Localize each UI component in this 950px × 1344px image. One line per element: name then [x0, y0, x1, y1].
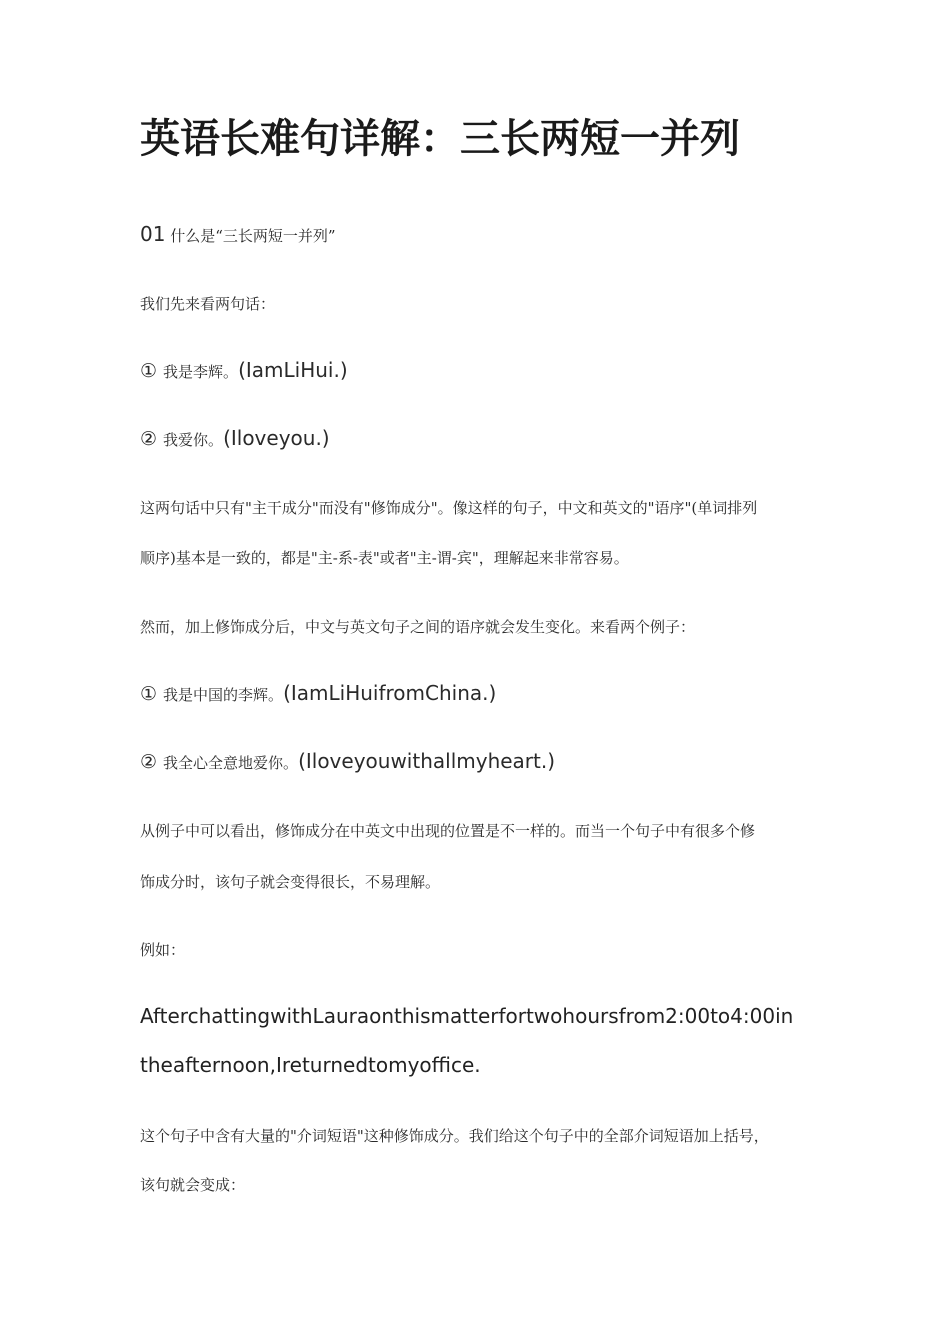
bracket-line-2: 该句就会变成： — [140, 1176, 246, 1194]
example-chinese: 我爱你。 — [163, 431, 224, 449]
observe-line-1: 从例子中可以看出，修饰成分在中英文中出现的位置是不一样的。而当一个句子中有很多个修 — [140, 822, 756, 840]
example-chinese: 我是中国的李辉。 — [163, 686, 284, 704]
example-marker: ② — [140, 751, 158, 773]
section-number: 01 — [140, 222, 166, 246]
example-english: (IamLiHuifromChina.) — [283, 681, 497, 705]
modified-example-1 — [140, 683, 830, 705]
long-sentence-line-1: AfterchattingwithLauraonthismatterfortwohoursfrom2:00to4:00in — [140, 1004, 794, 1028]
simple-example-1 — [140, 360, 830, 382]
example-english: (IamLiHui.) — [238, 358, 348, 382]
observe-line-2: 饰成分时，该句子就会变得很长，不易理解。 — [140, 873, 441, 891]
example-marker: ① — [140, 683, 158, 705]
for-example-label: 例如： — [140, 941, 186, 959]
section-heading — [140, 224, 830, 246]
bracket-line-1: 这个句子中含有大量的"介词短语"这种修饰成分。我们给这个句子中的全部介词短语加上括号， — [140, 1127, 769, 1145]
page-title: 英语长难句详解：三长两短一并列 — [140, 116, 740, 162]
section-heading-text: 什么是“三长两短一并列” — [170, 227, 336, 245]
explain-line-2: 顺序)基本是一致的，都是"主-系-表"或者"主-谓-宾"，理解起来非常容易。 — [140, 549, 629, 567]
modified-example-2 — [140, 751, 830, 773]
explain-line-1: 这两句话中只有"主干成分"而没有"修饰成分"。像这样的句子，中文和英文的"语序"(单词排列 — [140, 499, 758, 517]
example-marker: ② — [140, 428, 158, 450]
simple-example-2 — [140, 428, 830, 450]
however-paragraph: 然而，加上修饰成分后，中文与英文句子之间的语序就会发生变化。来看两个例子： — [140, 618, 696, 636]
example-english: (Iloveyou.) — [223, 426, 330, 450]
intro-paragraph: 我们先来看两句话： — [140, 295, 276, 313]
long-sentence-line-2: theafternoon,Ireturnedtomyoffice. — [140, 1053, 481, 1077]
example-chinese: 我全心全意地爱你。 — [163, 754, 299, 772]
example-chinese: 我是李辉。 — [163, 363, 239, 381]
example-marker: ① — [140, 360, 158, 382]
example-english: (Iloveyouwithallmyheart.) — [298, 749, 556, 773]
